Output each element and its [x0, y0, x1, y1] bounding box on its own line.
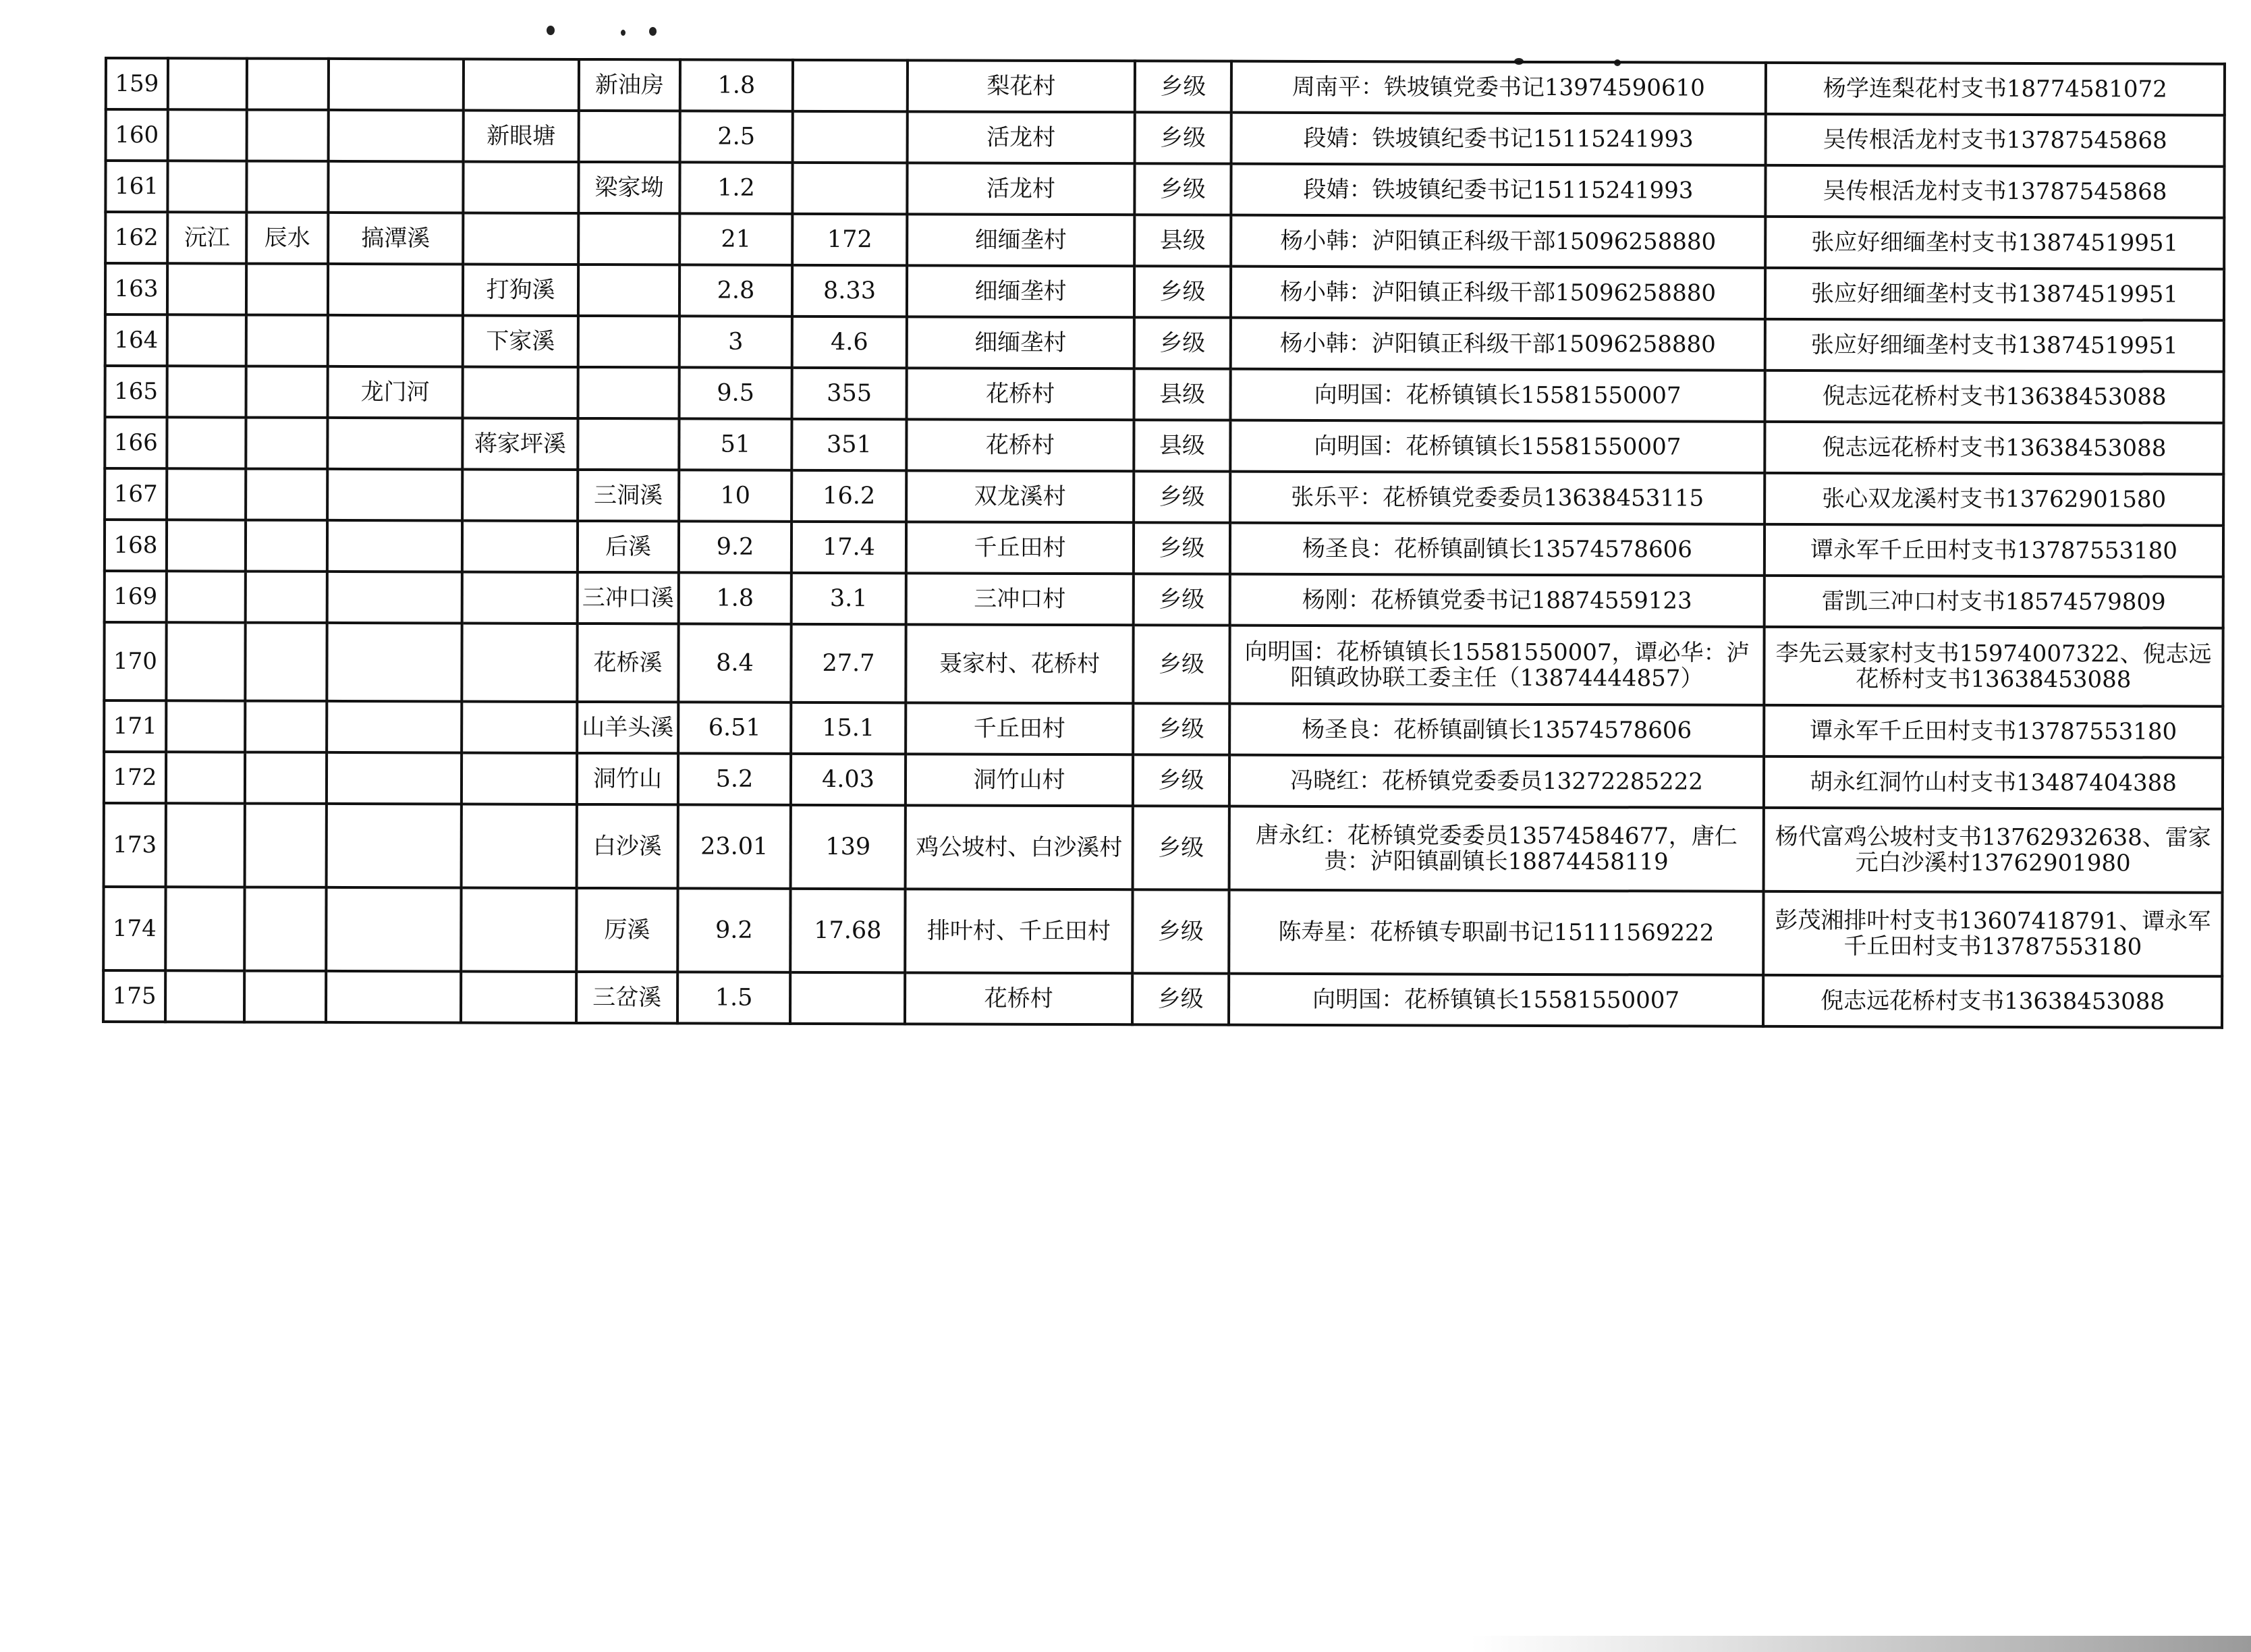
length-km-cell: 3 [679, 316, 792, 367]
length-km-cell: 21 [679, 213, 792, 265]
tributary-l1-cell [326, 887, 461, 972]
town-chief-cell: 向明国：花桥镇镇长15581550007 [1231, 369, 1765, 422]
area-km2-cell: 8.33 [792, 265, 907, 316]
area-km2-cell: 139 [791, 805, 906, 889]
village-chief-cell: 杨学连梨花村支书18774581072 [1766, 63, 2225, 115]
town-chief-cell: 向明国：花桥镇镇长15581550007 [1229, 974, 1763, 1026]
table-row [105, 161, 2224, 218]
length-km-cell: 1.5 [677, 972, 790, 1023]
village-chief-cell: 张应好细缅垄村支书13874519951 [1765, 268, 2224, 321]
area-km2-cell: 15.1 [791, 703, 906, 754]
tributary-l3-cell: 三岔溪 [576, 972, 677, 1023]
main-river-cell [246, 520, 327, 572]
row-number-cell: 160 [106, 109, 168, 161]
town-chief-cell: 杨刚：花桥镇党委书记18874559123 [1230, 574, 1764, 627]
town-chief-cell: 段婧：铁坡镇纪委书记15115241993 [1231, 113, 1766, 165]
tributary-l3-cell: 洞竹山 [577, 753, 678, 804]
village-chief-cell: 谭永军千丘田村支书13787553180 [1764, 524, 2223, 577]
table-row [105, 263, 2224, 321]
tributary-l2-cell [461, 887, 576, 971]
row-number-cell: 162 [105, 212, 167, 263]
tributary-l1-cell: 搞潭溪 [328, 213, 463, 265]
area-km2-cell: 4.6 [792, 316, 907, 368]
basin-cell [167, 161, 246, 212]
tributary-l3-cell [578, 265, 679, 316]
basin-cell [166, 752, 245, 803]
tributary-l1-cell [329, 110, 464, 162]
tributary-l3-cell: 新油房 [579, 59, 680, 111]
village-cell: 花桥村 [906, 419, 1134, 471]
level-cell: 县级 [1134, 420, 1230, 471]
village-cell: 千丘田村 [906, 522, 1134, 574]
area-km2-cell: 351 [791, 419, 906, 470]
area-km2-cell: 4.03 [791, 754, 906, 805]
tributary-l3-cell: 花桥溪 [577, 624, 678, 702]
tributary-l3-cell [578, 213, 679, 265]
village-cell: 细缅垄村 [907, 214, 1134, 266]
village-cell: 双龙溪村 [906, 470, 1134, 522]
level-cell: 乡级 [1134, 522, 1230, 574]
main-river-cell [246, 572, 327, 623]
tributary-l1-cell [328, 161, 463, 213]
town-chief-cell: 向明国：花桥镇镇长15581550007 [1230, 420, 1764, 473]
area-km2-cell: 17.4 [791, 522, 906, 573]
row-number-cell: 172 [104, 752, 166, 803]
length-km-cell: 23.01 [678, 804, 791, 888]
main-river-cell [246, 418, 327, 469]
area-km2-cell [792, 163, 907, 214]
tributary-l1-cell [326, 971, 461, 1023]
length-km-cell: 5.2 [678, 753, 791, 804]
level-cell: 乡级 [1132, 973, 1229, 1024]
village-chief-cell: 倪志远花桥村支书13638453088 [1764, 370, 2223, 423]
village-cell: 活龙村 [907, 163, 1134, 215]
main-river-cell [247, 110, 329, 161]
area-km2-cell: 3.1 [791, 573, 906, 624]
basin-cell [165, 970, 244, 1022]
village-cell: 活龙村 [908, 111, 1135, 163]
main-river-cell [246, 366, 328, 418]
tributary-l2-cell [462, 804, 577, 887]
river-chief-table-wrapper [102, 57, 2223, 1029]
row-number-cell: 159 [106, 58, 168, 109]
row-number-cell: 168 [105, 520, 167, 571]
length-km-cell: 1.2 [679, 162, 792, 213]
village-chief-cell: 倪志远花桥村支书13638453088 [1763, 975, 2222, 1028]
level-cell: 县级 [1134, 215, 1231, 266]
village-chief-cell: 吴传根活龙村支书13787545868 [1766, 114, 2225, 167]
town-chief-cell: 段婧：铁坡镇纪委书记15115241993 [1231, 164, 1765, 217]
level-cell: 乡级 [1134, 471, 1230, 522]
area-km2-cell: 17.68 [790, 889, 905, 972]
main-river-cell [245, 623, 327, 701]
area-km2-cell [793, 60, 908, 111]
village-cell: 千丘田村 [906, 703, 1133, 754]
row-number-cell: 174 [103, 887, 165, 970]
row-number-cell: 163 [105, 263, 167, 314]
village-chief-cell: 李先云聂家村支书15974007322、倪志远花桥村支书13638453088 [1764, 627, 2223, 707]
tributary-l2-cell [463, 213, 578, 264]
table-row [105, 366, 2224, 423]
tributary-l2-cell: 下家溪 [463, 315, 578, 366]
tributary-l2-cell [463, 366, 578, 418]
level-cell: 乡级 [1132, 889, 1229, 973]
village-chief-cell: 杨代富鸡公坡村支书13762932638、雷家元白沙溪村13762901980 [1764, 808, 2223, 893]
length-km-cell: 2.8 [679, 265, 792, 316]
village-chief-cell: 张心双龙溪村支书13762901580 [1764, 473, 2223, 526]
tributary-l1-cell [327, 469, 462, 521]
main-river-cell [245, 701, 327, 752]
tributary-l2-cell [464, 59, 579, 110]
table-row [105, 520, 2223, 577]
level-cell: 乡级 [1134, 317, 1231, 368]
village-chief-cell: 谭永军千丘田村支书13787553180 [1764, 705, 2223, 758]
area-km2-cell: 172 [792, 214, 907, 265]
main-river-cell [244, 971, 326, 1022]
tributary-l2-cell [462, 572, 578, 623]
village-chief-cell: 倪志远花桥村支书13638453088 [1764, 422, 2223, 474]
village-chief-cell: 张应好细缅垄村支书13874519951 [1765, 319, 2224, 372]
village-cell: 鸡公坡村、白沙溪村 [906, 805, 1133, 889]
tributary-l3-cell [578, 316, 679, 367]
table-row [104, 622, 2223, 707]
row-number-cell: 171 [104, 700, 166, 752]
scan-speck [547, 26, 555, 35]
table-row [105, 468, 2223, 526]
tributary-l2-cell [462, 752, 577, 804]
basin-cell [167, 263, 246, 314]
tributary-l2-cell: 蒋家坪溪 [462, 418, 578, 469]
tributary-l2-cell [462, 469, 578, 520]
tributary-l3-cell: 三洞溪 [578, 470, 679, 521]
basin-cell [166, 622, 245, 700]
town-chief-cell: 杨小韩：泸阳镇正科级干部15096258880 [1231, 318, 1765, 370]
tributary-l3-cell [579, 111, 680, 162]
tributary-l2-cell: 打狗溪 [463, 264, 578, 315]
scan-speck [649, 27, 657, 36]
length-km-cell: 9.2 [677, 888, 790, 972]
length-km-cell: 51 [679, 418, 791, 470]
basin-cell [167, 417, 246, 468]
village-chief-cell: 吴传根活龙村支书13787545868 [1765, 165, 2224, 218]
village-cell: 花桥村 [905, 972, 1132, 1024]
table-row [105, 314, 2224, 372]
main-river-cell: 辰水 [246, 213, 328, 264]
main-river-cell [245, 752, 327, 804]
row-number-cell: 161 [105, 161, 167, 212]
village-chief-cell: 雷凯三冲口村支书18574579809 [1764, 576, 2223, 628]
basin-cell [168, 109, 247, 161]
tributary-l1-cell [327, 804, 462, 888]
level-cell: 县级 [1134, 368, 1231, 420]
village-chief-cell: 张应好细缅垄村支书13874519951 [1765, 217, 2224, 269]
level-cell: 乡级 [1134, 266, 1231, 317]
row-number-cell: 165 [105, 366, 167, 417]
village-cell: 梨花村 [908, 60, 1135, 112]
table-row [105, 571, 2223, 628]
main-river-cell [246, 161, 328, 213]
village-cell: 洞竹山村 [906, 754, 1133, 806]
tributary-l2-cell [462, 623, 577, 701]
area-km2-cell [790, 972, 905, 1024]
tributary-l3-cell: 白沙溪 [577, 804, 678, 888]
table-row [106, 58, 2225, 115]
basin-cell: 沅江 [167, 212, 246, 263]
length-km-cell: 6.51 [678, 702, 791, 753]
town-chief-cell: 冯晓红：花桥镇党委委员13272285222 [1229, 755, 1764, 808]
tributary-l2-cell [462, 701, 577, 752]
main-river-cell [244, 887, 326, 971]
tributary-l1-cell [327, 520, 462, 572]
scan-speck [621, 30, 626, 36]
basin-cell [167, 468, 246, 520]
tributary-l2-cell: 新眼塘 [464, 110, 579, 161]
table-row [104, 700, 2223, 758]
basin-cell [166, 803, 245, 887]
tributary-l3-cell: 后溪 [578, 521, 679, 572]
row-number-cell: 169 [105, 571, 167, 622]
level-cell: 乡级 [1133, 754, 1229, 806]
row-number-cell: 167 [105, 468, 167, 520]
basin-cell [167, 520, 246, 571]
table-row [104, 803, 2223, 893]
tributary-l3-cell: 梁家坳 [578, 162, 679, 213]
scan-edge-shadow [1471, 1636, 2251, 1652]
town-chief-cell: 周南平：铁坡镇党委书记13974590610 [1231, 61, 1766, 114]
tributary-l1-cell [327, 752, 462, 804]
table-row [105, 417, 2223, 474]
village-cell: 聂家村、花桥村 [906, 624, 1133, 703]
length-km-cell: 1.8 [679, 572, 791, 624]
length-km-cell: 9.5 [679, 367, 792, 418]
table-row [103, 970, 2222, 1028]
tributary-l1-cell [329, 59, 464, 111]
town-chief-cell: 杨圣良：花桥镇副镇长13574578606 [1230, 523, 1764, 576]
basin-cell [167, 571, 246, 622]
village-cell: 花桥村 [907, 368, 1134, 420]
basin-cell [165, 887, 244, 970]
table-row [104, 752, 2223, 809]
level-cell: 乡级 [1134, 574, 1230, 625]
main-river-cell [246, 469, 327, 520]
level-cell: 乡级 [1133, 703, 1229, 754]
tributary-l3-cell: 厉溪 [576, 888, 677, 972]
row-number-cell: 175 [103, 970, 165, 1022]
village-cell: 细缅垄村 [907, 316, 1134, 368]
table-row [105, 212, 2224, 269]
tributary-l1-cell [327, 572, 462, 624]
row-number-cell: 173 [104, 803, 166, 887]
village-cell: 三冲口村 [906, 573, 1134, 625]
row-number-cell: 164 [105, 314, 167, 366]
main-river-cell [246, 315, 328, 366]
length-km-cell: 8.4 [678, 624, 791, 702]
table-body [103, 58, 2225, 1028]
level-cell: 乡级 [1135, 61, 1231, 112]
area-km2-cell: 355 [792, 368, 907, 419]
river-chief-table [102, 57, 2226, 1029]
town-chief-cell: 杨小韩：泸阳镇正科级干部15096258880 [1231, 267, 1765, 319]
table-row [106, 109, 2225, 167]
level-cell: 乡级 [1133, 625, 1229, 703]
town-chief-cell: 陈寿星：花桥镇专职副书记15111569222 [1229, 890, 1763, 975]
main-river-cell [246, 264, 328, 315]
town-chief-cell: 杨小韩：泸阳镇正科级干部15096258880 [1231, 215, 1765, 268]
area-km2-cell [793, 111, 908, 163]
tributary-l2-cell [461, 971, 576, 1022]
tributary-l1-cell [327, 418, 462, 470]
basin-cell [167, 314, 246, 366]
area-km2-cell: 16.2 [791, 470, 906, 522]
tributary-l1-cell: 龙门河 [328, 366, 463, 418]
table-row [103, 887, 2222, 976]
row-number-cell: 170 [104, 622, 166, 700]
length-km-cell: 1.8 [680, 59, 793, 111]
tributary-l2-cell [463, 161, 578, 213]
basin-cell [168, 58, 247, 109]
village-cell: 排叶村、千丘田村 [905, 889, 1132, 973]
tributary-l1-cell [327, 623, 462, 702]
town-chief-cell: 杨圣良：花桥镇副镇长13574578606 [1229, 704, 1764, 756]
tributary-l3-cell: 三冲口溪 [578, 572, 679, 624]
length-km-cell: 2.5 [680, 111, 793, 162]
tributary-l3-cell: 山羊头溪 [577, 702, 678, 753]
village-chief-cell: 胡永红洞竹山村支书13487404388 [1764, 756, 2223, 809]
tributary-l3-cell [578, 367, 679, 418]
row-number-cell: 166 [105, 417, 167, 468]
area-km2-cell: 27.7 [791, 624, 906, 703]
tributary-l1-cell [328, 264, 463, 316]
basin-cell [167, 366, 246, 417]
level-cell: 乡级 [1135, 112, 1231, 163]
tributary-l3-cell [578, 418, 679, 470]
main-river-cell [247, 59, 329, 110]
town-chief-cell: 向明国：花桥镇镇长15581550007，谭必华：泸阳镇政协联工委主任（13874444857） [1229, 626, 1764, 705]
tributary-l1-cell [327, 701, 462, 753]
length-km-cell: 9.2 [679, 521, 791, 572]
town-chief-cell: 唐永红：花桥镇党委委员13574584677，唐仁贵：泸阳镇副镇长18874458119 [1229, 806, 1764, 891]
level-cell: 乡级 [1133, 806, 1229, 889]
length-km-cell: 10 [679, 470, 791, 521]
level-cell: 乡级 [1134, 163, 1231, 215]
basin-cell [166, 700, 245, 752]
tributary-l1-cell [328, 315, 463, 367]
main-river-cell [245, 804, 327, 887]
town-chief-cell: 张乐平：花桥镇党委委员13638453115 [1230, 472, 1764, 524]
tributary-l2-cell [462, 520, 578, 572]
village-cell: 细缅垄村 [907, 265, 1134, 317]
village-chief-cell: 彭茂湘排叶村支书13607418791、谭永军千丘田村支书13787553180 [1763, 891, 2222, 976]
